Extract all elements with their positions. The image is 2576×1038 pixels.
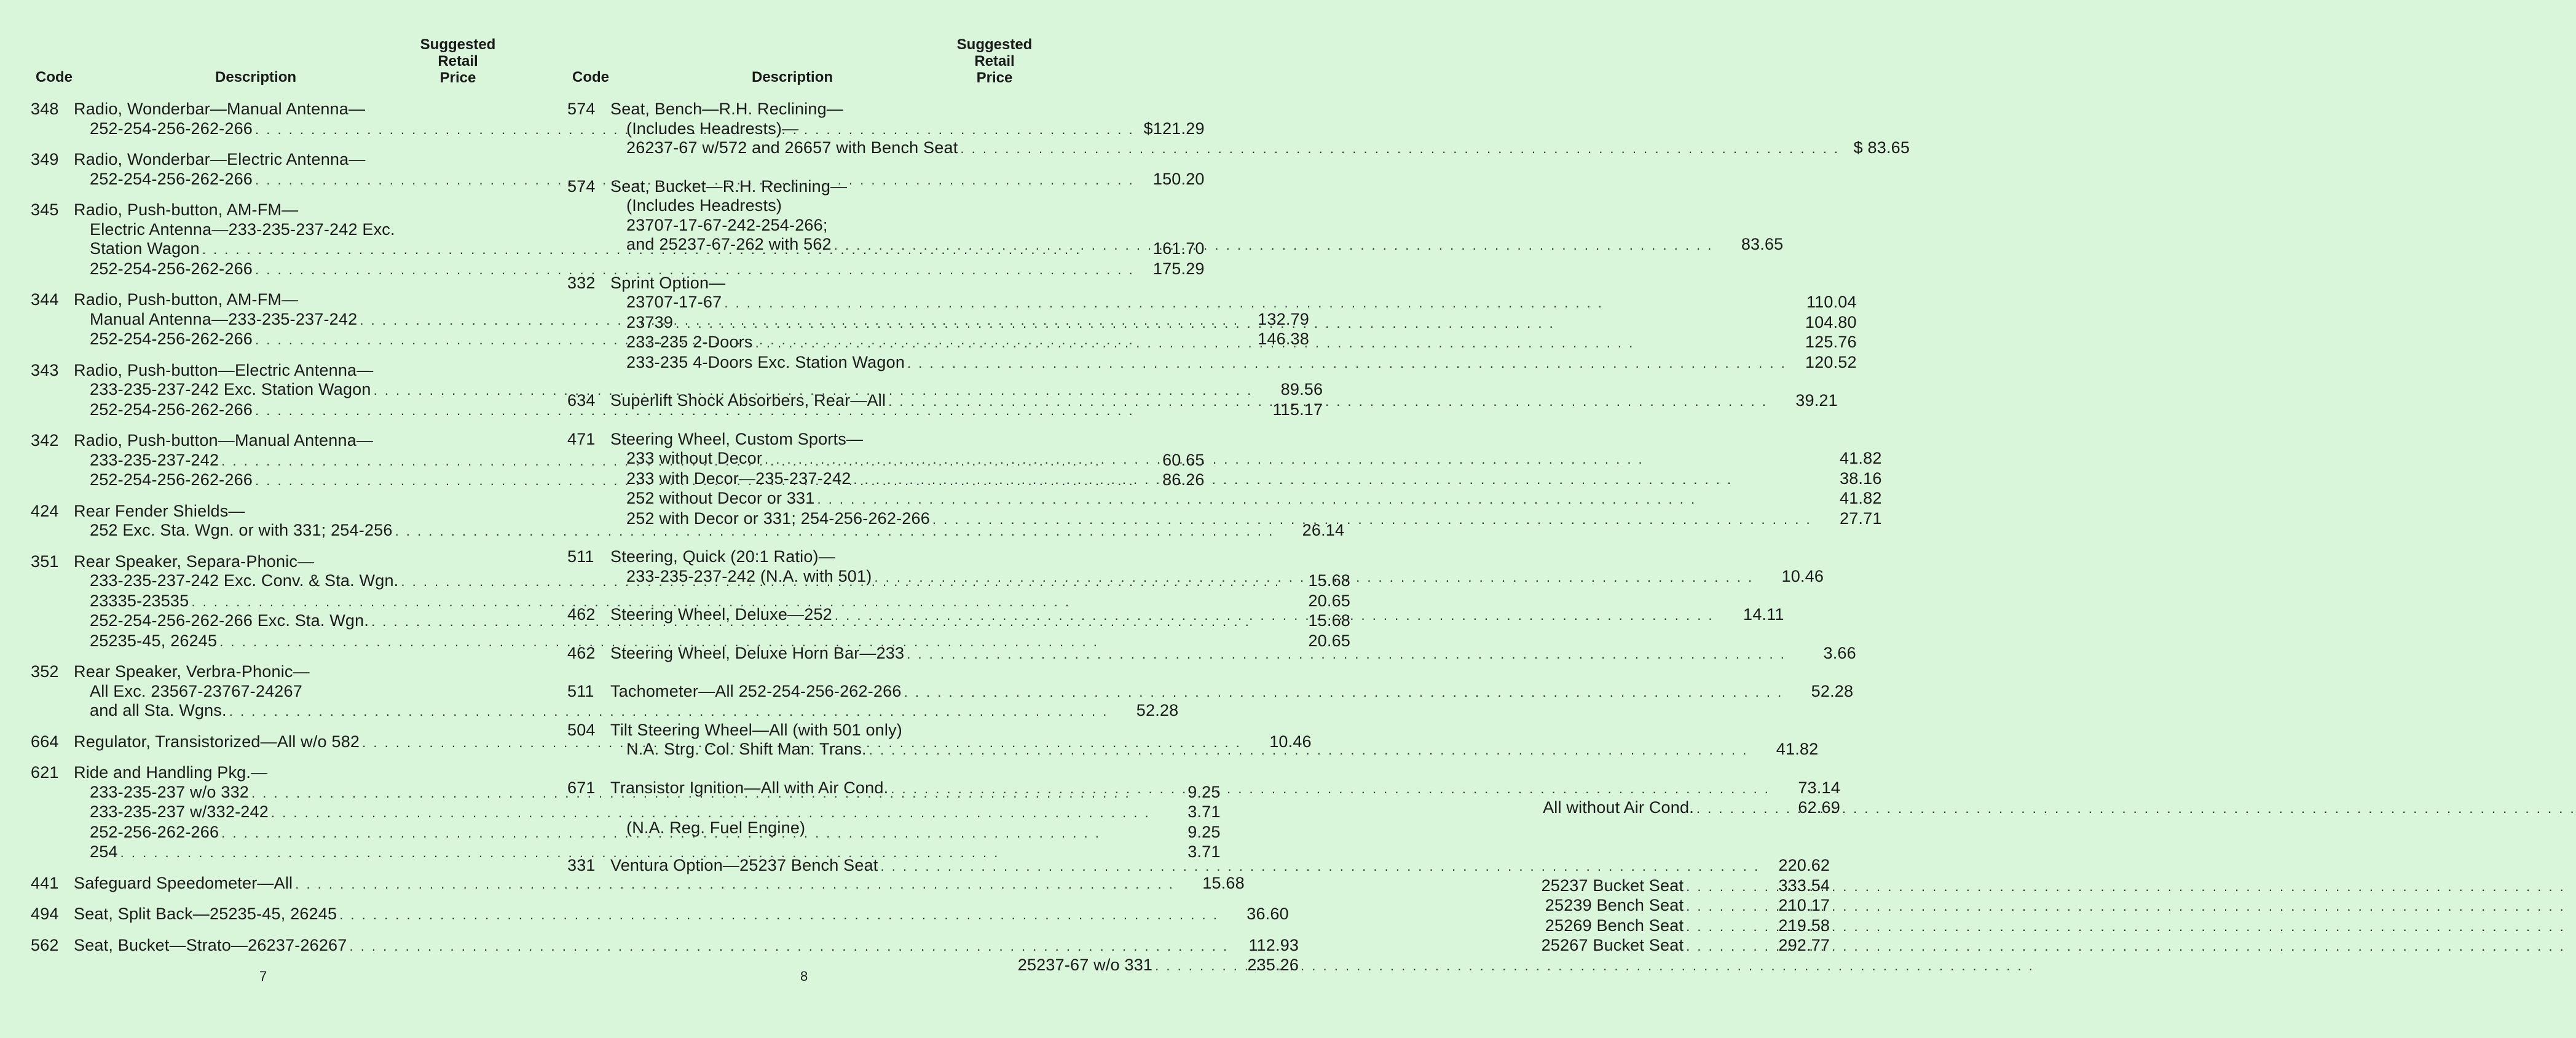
price-value: 73.14: [1798, 778, 1840, 797]
dot-leader: [817, 489, 1811, 509]
price-value: 52.28: [1811, 682, 1854, 700]
line-text: Radio, Push-button—Electric Antenna—: [74, 360, 374, 379]
price-value: 83.65: [1741, 235, 1784, 253]
header-price: Suggested Retail Price: [420, 36, 496, 86]
price-value: 210.17: [1778, 896, 1830, 914]
entry-description: [610, 274, 1857, 373]
dot-leader: [888, 392, 1768, 411]
price-value: 112.93: [1248, 935, 1299, 954]
price-value: 9.25: [1188, 782, 1221, 801]
description-line: [610, 778, 1840, 799]
line-text: Seat, Bench—R.H. Reclining—: [610, 100, 844, 118]
price-value: 41.82: [1839, 489, 1882, 507]
entry-description: [610, 430, 1882, 529]
description-line: [610, 313, 1857, 333]
line-text: and 25237-67-262 with 562: [626, 235, 832, 253]
line-text: (N.A. Reg. Fuel Engine): [626, 818, 806, 837]
option-code: 511: [567, 547, 594, 566]
header-description: Description: [752, 69, 833, 85]
description-line: [610, 138, 1910, 159]
line-text: Sprint Option—: [610, 273, 726, 292]
description-line: [610, 430, 1882, 450]
description-line: [610, 856, 1830, 876]
price-value: 120.52: [1805, 352, 1857, 371]
dot-leader: [834, 236, 1714, 255]
price-value: 104.80: [1805, 312, 1857, 331]
line-text: 233-235 2-Doors: [626, 333, 753, 351]
description-line: [610, 177, 1783, 197]
dot-leader: [676, 314, 1787, 333]
option-code: 332: [567, 273, 596, 292]
price-value: 86.26: [1162, 470, 1205, 489]
line-text: 252-254-256-262-266: [90, 119, 253, 138]
dot-leader: [1155, 956, 1229, 976]
line-text: Rear Fender Shields—: [74, 501, 245, 520]
option-code: 343: [31, 360, 59, 379]
line-text: Seat, Split Back—25235-45, 26245: [74, 905, 337, 923]
option-code: 441: [31, 873, 59, 892]
description-line: [610, 449, 1882, 469]
line-text: 233-235-237-242: [90, 450, 219, 469]
description-line: [610, 196, 1783, 216]
dot-leader: [755, 333, 1787, 353]
price-value: 26.14: [1302, 521, 1345, 539]
line-text: and all Sta. Wgns.: [90, 701, 227, 719]
description-line: [610, 353, 1857, 373]
dot-leader: [904, 683, 1784, 702]
dot-leader: [907, 354, 1787, 373]
option-code: 494: [31, 905, 59, 923]
description-line: [610, 936, 1830, 956]
option-code: 621: [31, 763, 59, 782]
line-text: 252-254-256-262-266: [90, 400, 253, 419]
option-code: 574: [567, 176, 596, 196]
line-text: 252-254-256-262-266: [90, 169, 253, 188]
price-value: 132.79: [1258, 309, 1309, 328]
price-value: 125.76: [1805, 333, 1857, 351]
description-line: [610, 469, 1882, 489]
price-value: 219.58: [1778, 916, 1830, 935]
dot-leader: [907, 644, 1786, 664]
price-entry: [567, 682, 1854, 702]
line-text: 252-256-262-266: [90, 822, 219, 841]
option-code: 342: [31, 431, 59, 450]
option-code: 462: [567, 643, 596, 662]
price-value: 15.68: [1308, 571, 1351, 590]
line-text: Rear Speaker, Separa-Phonic—: [74, 552, 315, 571]
line-text: 23707-17-67-242-254-266;: [626, 215, 828, 234]
line-text: 25237-67 w/o 331: [1017, 956, 1153, 974]
option-code: 504: [567, 720, 596, 739]
dot-leader: [869, 740, 1749, 760]
price-value: 62.69: [1798, 798, 1840, 817]
line-text: 23739: [626, 312, 674, 331]
description-line: [610, 509, 1882, 529]
line-text: Radio, Wonderbar—Electric Antenna—: [74, 150, 366, 168]
description-line: [610, 721, 1818, 740]
price-value: 15.68: [1308, 611, 1351, 630]
entry-description: [610, 721, 1818, 760]
dot-leader: [874, 568, 1754, 587]
dot-leader: [853, 470, 1811, 489]
line-text: Superlift Shock Absorbers, Rear—All: [610, 391, 886, 410]
line-text: 25235-45, 26245: [90, 631, 218, 650]
line-text: 252-254-256-262-266: [90, 330, 253, 348]
entry-description: [610, 177, 1783, 255]
line-text: 25267 Bucket Seat: [1541, 936, 1684, 954]
description-line: [610, 119, 1910, 139]
description-line: [610, 274, 1857, 293]
price-value: 20.65: [1308, 631, 1351, 650]
dot-leader: [1686, 897, 1760, 916]
line-text: Regulator, Transistorized—All w/o 582: [74, 732, 360, 751]
price-value: 235.26: [1247, 956, 1299, 974]
line-text: Radio, Wonderbar—Manual Antenna—: [74, 100, 366, 118]
line-text: Steering Wheel, Custom Sports—: [610, 429, 864, 448]
price-value: $121.29: [1143, 119, 1205, 138]
option-code: 345: [31, 200, 59, 219]
line-text: 233 with Decor—235-237-242: [626, 469, 851, 488]
option-code: 344: [31, 290, 59, 309]
line-text: 252-254-256-262-266: [90, 470, 253, 489]
price-value: 110.04: [1806, 293, 1857, 311]
price-value: $ 83.65: [1853, 138, 1910, 157]
description-line: [610, 547, 1824, 567]
line-text: Steering Wheel, Deluxe—252: [610, 605, 832, 624]
option-code: 511: [567, 682, 594, 700]
price-value: 3.66: [1823, 643, 1856, 662]
line-text: Steering Wheel, Deluxe Horn Bar—233: [610, 643, 905, 662]
line-text: Seat, Bucket—Strato—26237-26267: [74, 935, 347, 954]
line-text: 26237-67 w/572 and 26657 with Bench Seat: [626, 138, 958, 157]
line-text: Tachometer—All 252-254-256-262-266: [610, 682, 902, 700]
description-line: [610, 798, 1840, 818]
description-line: [610, 682, 1853, 702]
dot-leader: [724, 293, 1786, 313]
dot-leader: [1686, 937, 1760, 956]
column-header: [567, 31, 1034, 86]
price-value: 89.56: [1280, 380, 1323, 398]
line-text: 254: [90, 842, 118, 861]
description-line: [610, 896, 1830, 916]
price-entry: [31, 905, 1289, 925]
line-text: (Includes Headrests)—: [626, 119, 799, 138]
entry-description: [610, 682, 1853, 702]
entry-description: [610, 100, 1910, 159]
price-value: 38.16: [1839, 469, 1882, 488]
description-line: [610, 567, 1824, 587]
description-line: [610, 873, 1830, 897]
line-text: 23335-23535: [90, 591, 189, 610]
option-code: 471: [567, 429, 596, 448]
line-text: 252 without Decor or 331: [626, 489, 815, 507]
description-line: [610, 333, 1857, 353]
price-value: 9.25: [1188, 822, 1221, 841]
description-line: [610, 740, 1818, 760]
column-header: [31, 31, 498, 86]
line-text: Electric Antenna—233-235-237-242 Exc.: [90, 220, 395, 239]
price-value: 333.54: [1778, 876, 1830, 895]
option-code: 352: [31, 662, 59, 681]
line-text: 233-235-237-242 (N.A. with 501): [626, 566, 872, 585]
price-value: 10.46: [1781, 566, 1824, 585]
dot-leader: [1686, 917, 1760, 937]
price-value: 39.21: [1795, 391, 1838, 410]
price-value: 292.77: [1778, 936, 1830, 954]
entry-description: [610, 778, 1840, 838]
line-text: Tilt Steering Wheel—All (with 501 only): [610, 720, 902, 739]
price-value: 52.28: [1136, 701, 1179, 719]
option-code: 462: [567, 605, 596, 624]
header-description: Description: [215, 69, 297, 85]
entry-description: [610, 605, 1784, 625]
line-text: Radio, Push-button—Manual Antenna—: [74, 431, 374, 450]
line-text: 233-235-237 w/o 332: [90, 782, 249, 801]
entry-description: [610, 547, 1824, 587]
price-value: 27.71: [1839, 509, 1882, 528]
line-text: 233 without Decor: [626, 449, 763, 467]
line-text: 252-254-256-262-266 Exc. Sta. Wgn.: [90, 611, 369, 630]
line-text: Ventura Option—25237 Bench Seat: [610, 856, 878, 874]
line-text: Station Wagon: [90, 239, 200, 258]
line-text: 233-235-237-242 Exc. Station Wagon: [90, 380, 371, 398]
line-text: 233-235 4-Doors Exc. Station Wagon: [626, 352, 905, 371]
dot-leader: [891, 779, 1770, 799]
dot-leader: [1686, 877, 1760, 897]
price-value: 36.60: [1247, 905, 1289, 923]
line-text: Safeguard Speedometer—All: [74, 873, 293, 892]
line-text: Seat, Bucket—R.H. Reclining—: [610, 176, 848, 196]
line-text: Manual Antenna—233-235-237-242: [90, 309, 358, 328]
price-value: 150.20: [1152, 169, 1205, 188]
line-text: (Includes Headrests): [626, 196, 782, 215]
line-text: Radio, Push-button, AM-FM—: [74, 200, 299, 219]
option-code: 331: [567, 856, 596, 874]
description-line: [610, 644, 1856, 664]
option-code: 664: [31, 732, 59, 751]
price-value: 3.71: [1188, 802, 1221, 821]
price-entry: [31, 873, 1245, 894]
line-text: 25237 Bucket Seat: [1541, 876, 1684, 895]
line-text: Rear Speaker, Verbra-Phonic—: [74, 662, 310, 681]
line-text: 233-235-237 w/332-242: [90, 802, 269, 821]
price-value: 20.65: [1308, 591, 1351, 610]
line-text: Steering, Quick (20:1 Ratio)—: [610, 547, 835, 566]
description-line: [74, 956, 1299, 976]
dot-leader: [932, 510, 1812, 529]
header-code: Code: [572, 69, 609, 85]
description-line: [610, 100, 1910, 119]
price-value: 161.70: [1152, 239, 1205, 258]
line-text: 252 with Decor or 331; 254-256-262-266: [626, 509, 930, 528]
option-code: 424: [31, 501, 59, 520]
dot-leader: [960, 139, 1840, 159]
option-code: 562: [31, 935, 59, 954]
price-value: 220.62: [1778, 856, 1830, 874]
price-value: 41.82: [1776, 740, 1819, 758]
price-value: 3.71: [1188, 842, 1221, 861]
line-text: 252 Exc. Sta. Wgn. or with 331; 254-256: [90, 521, 393, 539]
price-value: 10.46: [1269, 732, 1312, 751]
line-text: Transistor Ignition—All with Air Cond.: [610, 778, 889, 797]
description-line: [610, 489, 1882, 509]
line-text: 233-235-237-242 Exc. Conv. & Sta. Wgn.: [90, 571, 399, 590]
entry-description: [610, 856, 1830, 956]
description-line: [610, 235, 1783, 255]
description-line: [610, 818, 1840, 838]
line-text: 252-254-256-262-266: [90, 259, 253, 278]
dot-leader: [1696, 799, 1770, 818]
entry-description: [610, 644, 1856, 664]
description-line: [610, 916, 1830, 937]
line-text: 25239 Bench Seat: [1545, 896, 1684, 914]
price-value: 146.38: [1258, 330, 1309, 348]
description-line: [610, 216, 1783, 236]
price-value: 60.65: [1162, 450, 1205, 469]
line-text: 23707-17-67: [626, 293, 722, 311]
price-entry: [567, 643, 1856, 664]
option-code: 574: [567, 100, 596, 118]
dot-leader: [765, 450, 1812, 469]
option-code: 634: [567, 391, 596, 410]
page-number: 7: [259, 969, 267, 984]
line-text: All Exc. 23567-23767-24267: [90, 681, 302, 700]
description-line: [610, 293, 1857, 313]
price-value: 115.17: [1272, 400, 1323, 419]
line-text: N.A. Strg. Col. Shift Man. Trans.: [626, 740, 867, 758]
dot-leader: [835, 606, 1714, 625]
header-code: Code: [36, 69, 73, 85]
description-line: [610, 391, 1838, 411]
price-value: 175.29: [1152, 259, 1205, 278]
option-code: 349: [31, 150, 59, 168]
description-line: [610, 605, 1784, 625]
option-code: 348: [31, 100, 59, 118]
entry-description: [610, 391, 1838, 411]
page-number: 8: [800, 969, 808, 984]
line-text: Radio, Push-button, AM-FM—: [74, 290, 299, 309]
line-text: 25269 Bench Seat: [1545, 916, 1684, 935]
price-value: 15.68: [1202, 873, 1245, 892]
header-price: Suggested Retail Price: [956, 36, 1033, 86]
dot-leader: [881, 857, 1760, 876]
line-text: All without Air Cond.: [1543, 798, 1694, 817]
line-text: Ride and Handling Pkg.—: [74, 763, 268, 782]
price-value: 14.11: [1743, 605, 1784, 624]
option-code: 671: [567, 778, 596, 797]
price-value: 41.82: [1839, 449, 1882, 467]
option-code: 351: [31, 552, 59, 571]
